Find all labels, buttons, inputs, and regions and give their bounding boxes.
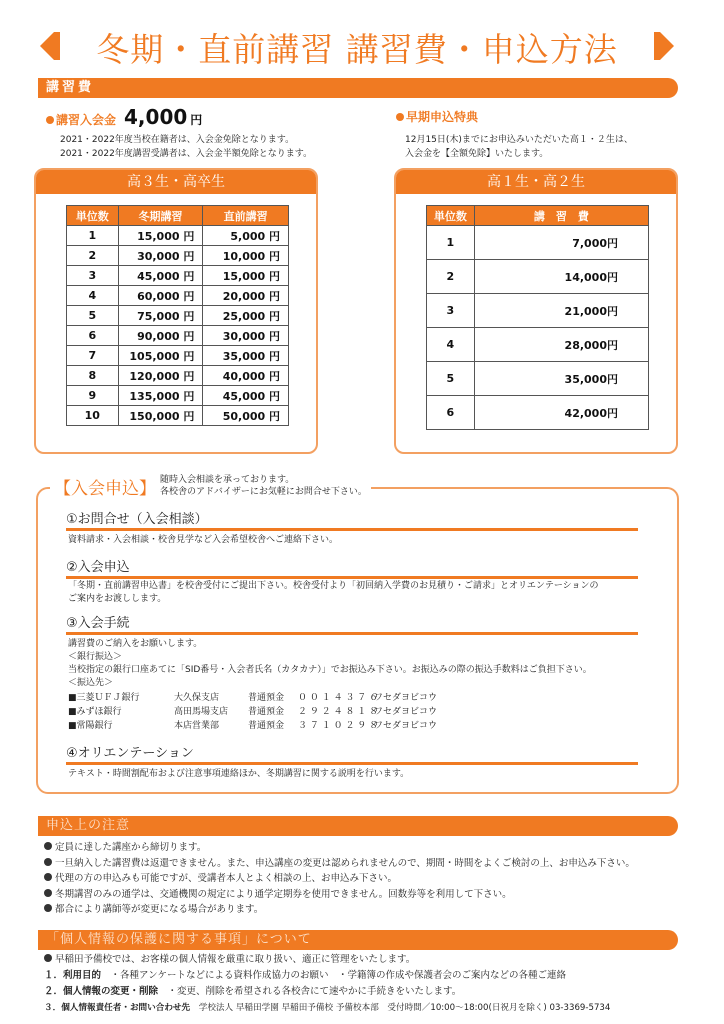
prep-fee-cell: 15,000 円: [203, 266, 289, 286]
account-type: 普通預金: [248, 693, 285, 703]
units-cell: 3: [67, 266, 119, 286]
account-number: ２ ９ ２ ４ ８ １ ８: [298, 707, 379, 717]
step2-line: 「冬期・直前講習申込書」を校舎受付にご提出下さい。校舎受付より「初回納入学費のお見積り・ご請求」とオリエンテーションの: [68, 581, 599, 591]
fee-table-h3: [66, 205, 289, 426]
bank-name: ■みずほ銀行: [68, 707, 122, 717]
units-cell: 5: [427, 362, 475, 396]
units-cell: 5: [67, 306, 119, 326]
privacy-item-label: ３．個人情報責任者・お問い合わせ先: [44, 1003, 191, 1013]
winter-fee-cell: 150,000 円: [118, 406, 203, 426]
early-note: 入会金を【全額免除】いたします。: [405, 149, 549, 159]
list-item: [44, 887, 635, 903]
prep-fee-cell: 5,000 円: [203, 226, 289, 246]
units-cell: 4: [67, 286, 119, 306]
step3-line: ＜振込先＞: [68, 678, 114, 688]
bank-row: [68, 706, 628, 719]
entrance-note: 2021・2022年度当校在籍者は、入会金免除となります。: [60, 135, 295, 145]
bank-branch: 高田馬場支店: [174, 707, 229, 717]
list-item: [44, 840, 635, 856]
entrance-note: 2021・2022年度講習受講者は、入会金半額免除となります。: [60, 149, 313, 159]
prep-fee-cell: 20,000 円: [203, 286, 289, 306]
step3-line: ＜銀行振込＞: [68, 652, 123, 662]
bank-branch: 大久保支店: [174, 693, 220, 703]
account-holder: ワセダヨビコウ: [374, 693, 438, 703]
table-row: [427, 226, 649, 260]
step1-heading: ①お問合せ（入会相談）: [66, 508, 638, 531]
bullet-icon: [46, 116, 54, 124]
arrow-left-icon: [40, 32, 54, 60]
notes-section-bar: 申込上の注意: [38, 816, 678, 836]
list-item: [44, 871, 635, 887]
units-cell: 8: [67, 366, 119, 386]
privacy-item-label: １．利用目的: [44, 970, 102, 981]
prep-fee-cell: 50,000 円: [203, 406, 289, 426]
account-holder: ワセダヨビコウ: [374, 721, 438, 731]
units-cell: 2: [427, 260, 475, 294]
column-header: 単位数: [67, 206, 119, 226]
table-header-row: [427, 206, 649, 226]
prep-fee-cell: 35,000 円: [203, 346, 289, 366]
privacy-item-label: ２．個人情報の変更・削除: [44, 986, 159, 997]
step3-line: 当校指定の銀行口座あてに「SID番号・入会者氏名（カタカナ）」でお振込み下さい。お振込みの際の振込手数料はご負担下さい。: [68, 665, 592, 675]
table-row: [67, 246, 289, 266]
table-row: [427, 260, 649, 294]
account-type: 普通預金: [248, 707, 285, 717]
note-text: 定員に達した講座から締切ります。: [55, 842, 207, 853]
note-text: 冬期講習のみの通学は、交通機関の規定により通学定期券を使用できません。回数券等を利用して下さい。: [55, 888, 512, 900]
bullet-icon: [44, 858, 52, 866]
privacy-item-text: 学校法人 早稲田学園 早稲田予備校 予備校本部 受付時間／10:00～18:00(日祝月を除く) 03-3369-5734: [198, 1003, 611, 1013]
fee-cell: 7,000円: [474, 226, 648, 260]
bank-row: [68, 692, 628, 705]
privacy-item-text: ・変更、削除を希望される各校舎にて速やかに手続きをいたします。: [167, 986, 462, 997]
step3-text: [68, 638, 592, 690]
list-item: [44, 902, 635, 918]
units-cell: 10: [67, 406, 119, 426]
units-cell: 4: [427, 328, 475, 362]
units-cell: 1: [67, 226, 119, 246]
table-row: [67, 326, 289, 346]
winter-fee-cell: 75,000 円: [118, 306, 203, 326]
arrow-right-icon: [660, 32, 674, 60]
entrance-fee-heading: [46, 105, 202, 129]
column-header: 単位数: [427, 206, 475, 226]
early-benefit-heading: [396, 108, 478, 125]
privacy-section-bar: 「個人情報の保護に関する事項」について: [38, 930, 678, 950]
fee-cell: 42,000円: [474, 396, 648, 430]
application-note-line: 各校舎のアドバイザーにお気軽にお問合せ下さい。: [160, 487, 367, 497]
table-row: [67, 406, 289, 426]
fee-cell: 35,000円: [474, 362, 648, 396]
page-title: 冬期・直前講習 講習費・申込方法: [96, 30, 618, 69]
account-number: ３ ７ １ ０ ２ ９ ８: [298, 721, 379, 731]
privacy-item-text: ・各種アンケートなどによる資料作成協力のお願い ・学籍簿の作成や保護者会のご案内などの各種ご連絡: [110, 970, 566, 981]
title-bar-left: [54, 32, 60, 60]
table-row: [67, 286, 289, 306]
entrance-fee-unit: 円: [190, 113, 203, 127]
step3-heading: ③入会手続: [66, 612, 638, 635]
step4-heading: ④オリエンテーション: [66, 742, 638, 765]
column-header: 冬期講習: [118, 206, 203, 226]
winter-fee-cell: 45,000 円: [118, 266, 203, 286]
bullet-icon: [44, 873, 52, 881]
table-row: [67, 306, 289, 326]
bank-branch: 本店営業部: [174, 721, 220, 731]
entrance-fee-notes: [60, 133, 312, 161]
application-title: 【入会申込】: [50, 474, 160, 499]
privacy-intro: 早稲田予備校では、お客様の個人情報を厳重に取り扱い、適正に管理をいたします。: [44, 952, 684, 968]
table-row: [427, 294, 649, 328]
prep-fee-cell: 25,000 円: [203, 306, 289, 326]
table-row: [427, 362, 649, 396]
bank-name: ■三菱ＵＦＪ銀行: [68, 693, 140, 703]
units-cell: 9: [67, 386, 119, 406]
account-type: 普通預金: [248, 721, 285, 731]
step4-text: テキスト・時間割配布および注意事項連絡ほか、冬期講習に関する説明を行います。: [68, 769, 410, 779]
fee-cell: 14,000円: [474, 260, 648, 294]
units-cell: 7: [67, 346, 119, 366]
early-note: 12月15日(木)までにお申込みいただいた高１・２生は、: [405, 135, 633, 145]
winter-fee-cell: 135,000 円: [118, 386, 203, 406]
fee-panel-h3-title: 高３生・高卒生: [36, 170, 316, 194]
winter-fee-cell: 60,000 円: [118, 286, 203, 306]
bullet-icon: [396, 113, 404, 121]
step3-line: 講習費のご納入をお願いします。: [68, 639, 203, 649]
note-text: 都合により講師等が変更になる場合があります。: [55, 904, 264, 915]
table-header-row: [67, 206, 289, 226]
winter-fee-cell: 105,000 円: [118, 346, 203, 366]
fee-section-bar: 講習費: [38, 78, 678, 98]
column-header: 直前講習: [203, 206, 289, 226]
prep-fee-cell: 10,000 円: [203, 246, 289, 266]
page-title-banner: [40, 22, 674, 72]
winter-fee-cell: 15,000 円: [118, 226, 203, 246]
privacy-item: [44, 1000, 684, 1016]
account-holder: ワセダヨビコウ: [374, 707, 438, 717]
privacy-text: [44, 952, 684, 1016]
note-text: 代理の方の申込みも可能ですが、受講者本人とよく相談の上、お申込み下さい。: [55, 873, 398, 884]
early-benefit-notes: [405, 133, 633, 161]
units-cell: 6: [427, 396, 475, 430]
application-note-line: 随時入会相談を承っております。: [160, 475, 295, 485]
application-note: [160, 474, 371, 498]
table-row: [427, 328, 649, 362]
table-row: [67, 366, 289, 386]
step1-text: 資料請求・入会相談・校舎見学など入会希望校舎へご連絡下さい。: [68, 535, 339, 545]
table-row: [67, 266, 289, 286]
bullet-icon: [44, 904, 52, 912]
fee-cell: 21,000円: [474, 294, 648, 328]
prep-fee-cell: 30,000 円: [203, 326, 289, 346]
units-cell: 2: [67, 246, 119, 266]
bullet-icon: [44, 842, 52, 850]
table-row: [427, 396, 649, 430]
units-cell: 6: [67, 326, 119, 346]
bank-row: [68, 720, 628, 733]
winter-fee-cell: 90,000 円: [118, 326, 203, 346]
entrance-fee-label: 講習入会金: [56, 113, 117, 127]
note-text: 一旦納入した講習費は返還できません。また、申込講座の変更は認められませんので、期間・時間をよくご検討の上、お申込み下さい。: [55, 857, 635, 869]
fee-cell: 28,000円: [474, 328, 648, 362]
entrance-fee-amount: 4,000: [124, 105, 188, 129]
early-benefit-label: 早期申込特典: [406, 110, 479, 124]
prep-fee-cell: 40,000 円: [203, 366, 289, 386]
bullet-icon: [44, 889, 52, 897]
column-header: 講 習 費: [474, 206, 648, 226]
units-cell: 3: [427, 294, 475, 328]
table-row: [67, 346, 289, 366]
privacy-item: [44, 984, 684, 1000]
account-number: ０ ０ １ ４ ３ ７ ６: [298, 693, 379, 703]
winter-fee-cell: 30,000 円: [118, 246, 203, 266]
privacy-item: [44, 968, 684, 984]
bank-name: ■常陽銀行: [68, 721, 113, 731]
winter-fee-cell: 120,000 円: [118, 366, 203, 386]
list-item: [44, 856, 635, 872]
fee-panel-h12-title: 高１生・高２生: [396, 170, 676, 194]
units-cell: 1: [427, 226, 475, 260]
step2-heading: ②入会申込: [66, 556, 638, 579]
notes-list: [44, 840, 635, 918]
prep-fee-cell: 45,000 円: [203, 386, 289, 406]
step2-line: ご案内をお渡しします。: [68, 594, 167, 604]
bullet-icon: [44, 954, 52, 962]
table-row: [67, 226, 289, 246]
step2-text: [68, 580, 598, 606]
fee-table-h12: [426, 205, 649, 430]
table-row: [67, 386, 289, 406]
